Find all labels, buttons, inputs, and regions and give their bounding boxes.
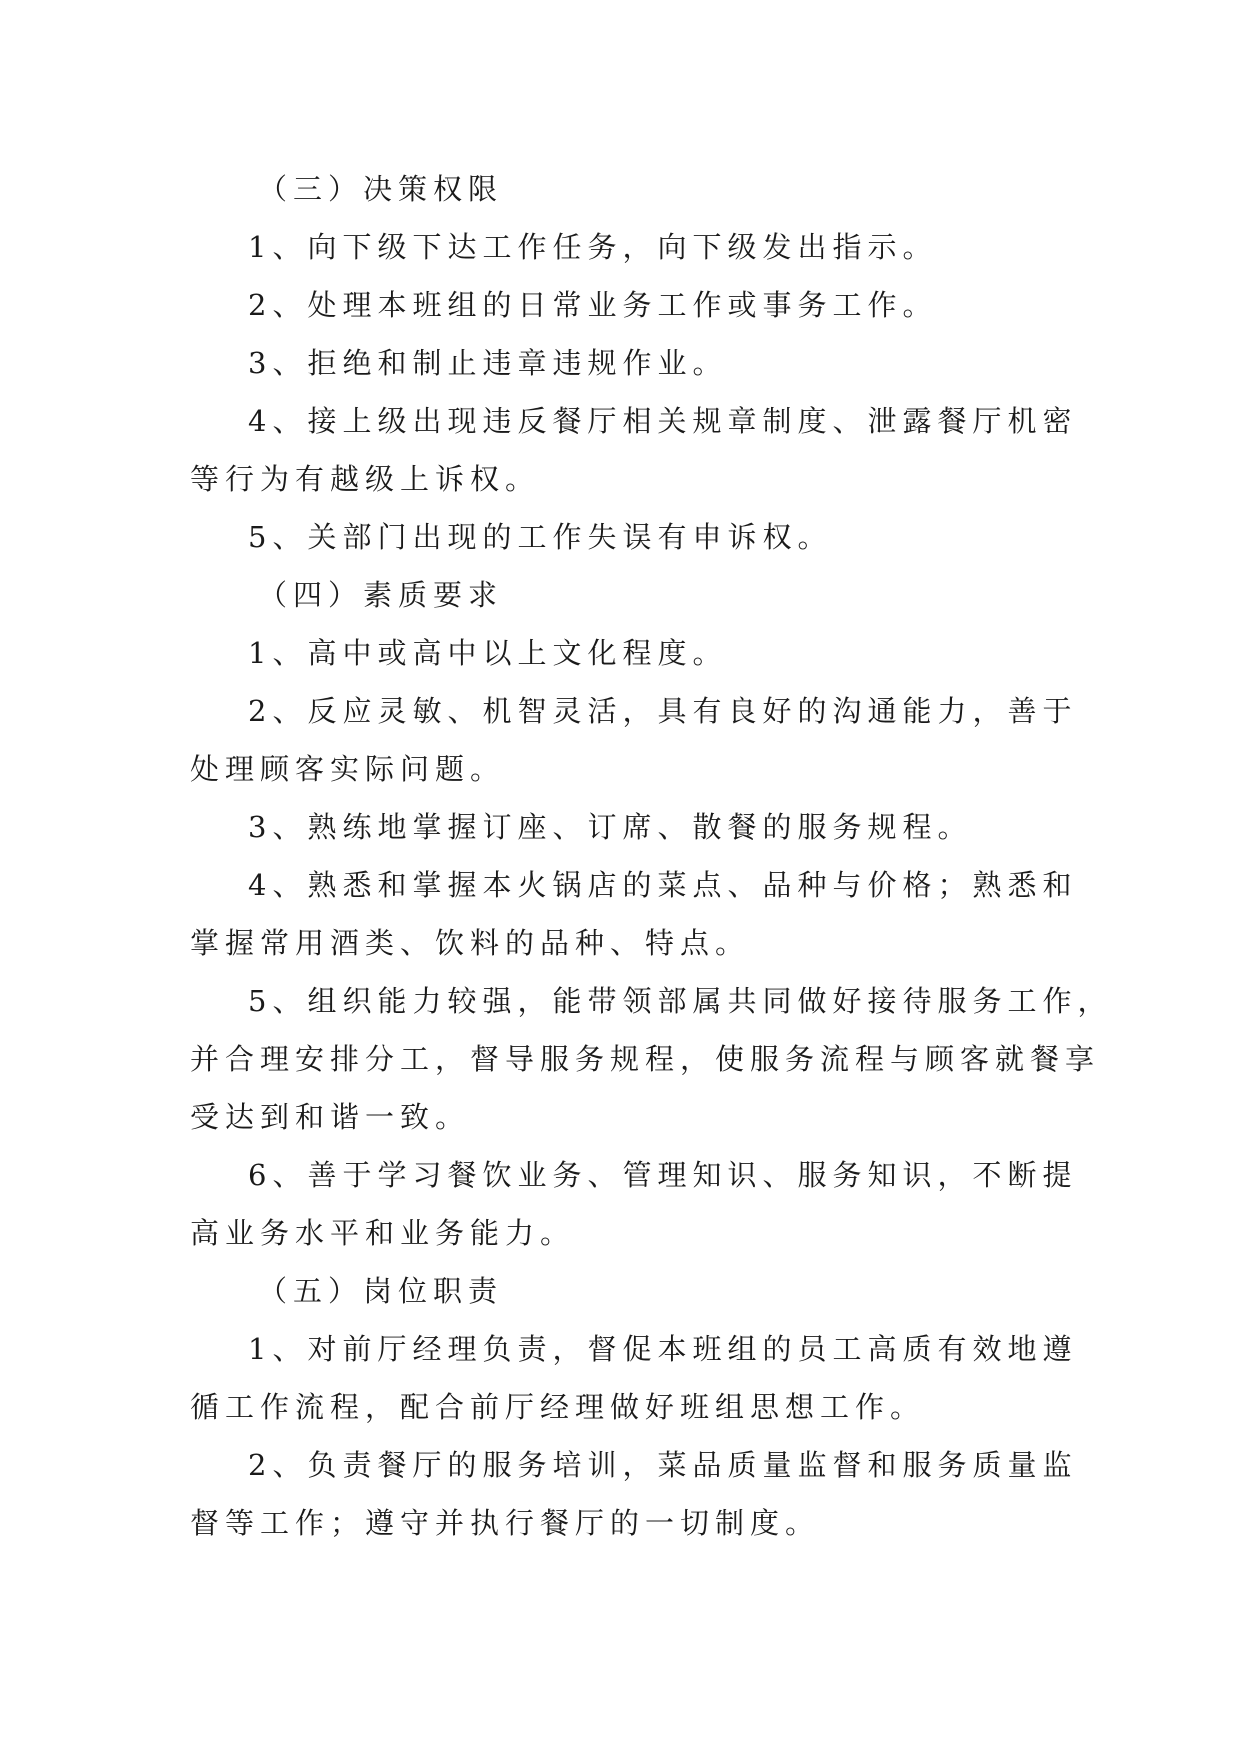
section-heading-quality-requirements: （四）素质要求	[258, 578, 504, 612]
paragraph-line: 3、熟练地掌握订座、订席、散餐的服务规程。	[248, 810, 973, 844]
paragraph-continuation: 循工作流程，配合前厅经理做好班组思想工作。	[190, 1390, 926, 1424]
section-heading-job-duties: （五）岗位职责	[258, 1274, 504, 1308]
paragraph-continuation: 掌握常用酒类、饮料的品种、特点。	[190, 926, 751, 960]
paragraph-continuation: 督等工作；遵守并执行餐厅的一切制度。	[190, 1506, 821, 1540]
paragraph-line: 1、高中或高中以上文化程度。	[248, 636, 728, 670]
paragraph-line: 5、关部门出现的工作失误有申诉权。	[248, 520, 833, 554]
paragraph-line: 2、负责餐厅的服务培训，菜品质量监督和服务质量监	[248, 1448, 1078, 1482]
paragraph-line: 2、处理本班组的日常业务工作或事务工作。	[248, 288, 938, 322]
paragraph-line: 6、善于学习餐饮业务、管理知识、服务知识，不断提	[248, 1158, 1078, 1192]
paragraph-continuation: 并合理安排分工，督导服务规程，使服务流程与顾客就餐享	[190, 1042, 1101, 1076]
paragraph-continuation: 等行为有越级上诉权。	[190, 462, 541, 496]
paragraph-line: 4、接上级出现违反餐厅相关规章制度、泄露餐厅机密	[248, 404, 1078, 438]
paragraph-line: 1、向下级下达工作任务，向下级发出指示。	[248, 230, 938, 264]
section-heading-decision-authority: （三）决策权限	[258, 172, 504, 206]
paragraph-line: 3、拒绝和制止违章违规作业。	[248, 346, 728, 380]
paragraph-line: 5、组织能力较强，能带领部属共同做好接待服务工作，	[248, 984, 1113, 1018]
paragraph-line: 2、反应灵敏、机智灵活，具有良好的沟通能力，善于	[248, 694, 1078, 728]
paragraph-line: 1、对前厅经理负责，督促本班组的员工高质有效地遵	[248, 1332, 1078, 1366]
document-body	[190, 160, 1113, 1552]
paragraph-continuation: 受达到和谐一致。	[190, 1100, 471, 1134]
paragraph-line: 4、熟悉和掌握本火锅店的菜点、品种与价格；熟悉和	[248, 868, 1078, 902]
paragraph-continuation: 高业务水平和业务能力。	[190, 1216, 576, 1250]
paragraph-continuation: 处理顾客实际问题。	[190, 752, 506, 786]
